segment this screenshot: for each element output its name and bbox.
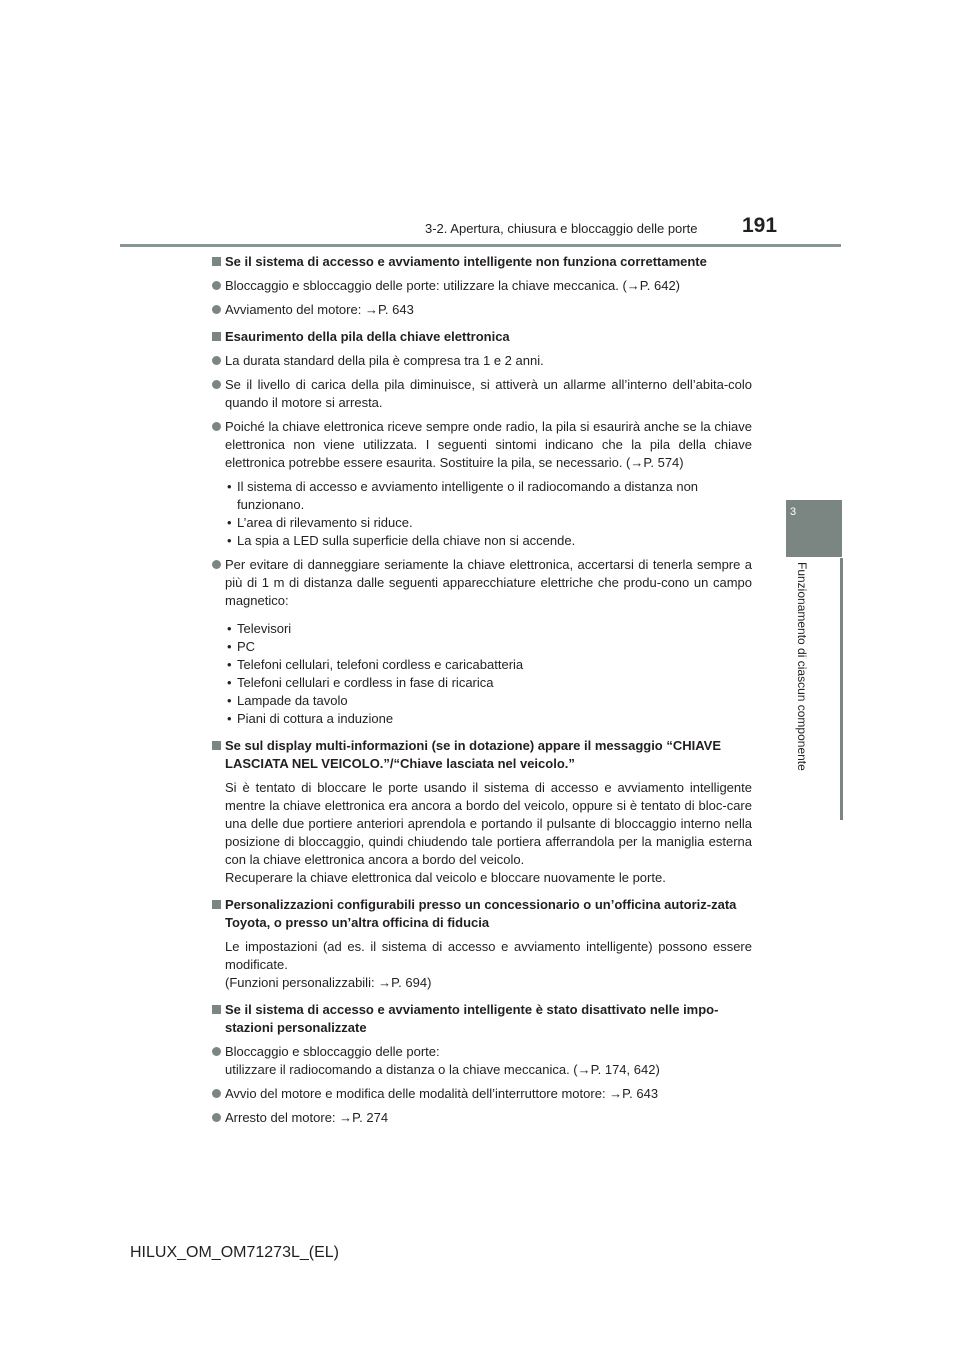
section-heading: Esaurimento della pila della chiave elettronica: [212, 328, 752, 346]
page-number: 191: [742, 214, 778, 237]
bullet-item: Arresto del motore: →P. 274: [212, 1109, 752, 1127]
symptom-list: [212, 478, 752, 550]
section-text: Si è tentato di bloccare le porte usando il sistema di accesso e avviamento intelligente mentre la chiave elettronica era ancora a bordo del veicolo, oppure si è tentato di bloc-care una delle due portiere anteriori aprendola e portando il pulsante di bloccaggio interno nella posizione di bloccaggio, quindi chiudendo tale portiera afferrandola per la maniglia esterna con la chiave elettronica ancora a bordo del veicolo. Recuperare la chiave elettronica dal veicolo e bloccare nuovamente le porte.: [225, 780, 752, 885]
bullet-item: Bloccaggio e sbloccaggio delle porte: utilizzare il radiocomando a distanza o la chiave meccanica. (→P. 174, 642): [212, 1043, 752, 1079]
chapter-label: [782, 562, 822, 802]
bullet-item: La durata standard della pila è compresa tra 1 e 2 anni.: [212, 352, 752, 370]
page-content: [212, 253, 752, 1127]
list-item: • PC: [225, 638, 752, 656]
header-section-title: 3-2. Apertura, chiusura e bloccaggio delle porte: [425, 221, 698, 236]
list-item: • Il sistema di accesso e avviamento intelligente o il radiocomando a distanza non funzionano.: [225, 478, 752, 514]
bullet-item: Avvio del motore e modifica delle modalità dell’interruttore motore: →P. 643: [212, 1085, 752, 1103]
list-item: • Televisori: [225, 620, 752, 638]
section-heading: Se sul display multi-informazioni (se in dotazione) appare il messaggio “CHIAVE LASCIATA NEL VEICOLO.”/“Chiave lasciata nel veicolo.”: [212, 737, 752, 773]
chapter-label-text: Funzionamento di ciascun componente: [795, 562, 809, 771]
section-heading: Se il sistema di accesso e avviamento intelligente è stato disattivato nelle impo-stazioni personalizzate: [212, 1001, 752, 1037]
list-item: • Piani di cottura a induzione: [225, 710, 752, 728]
device-list: [212, 620, 752, 728]
list-item: • La spia a LED sulla superficie della chiave non si accende.: [225, 532, 752, 550]
bullet-item: Avviamento del motore: →P. 643: [212, 301, 752, 319]
bullet-item: Poiché la chiave elettronica riceve sempre onde radio, la pila si esaurirà anche se la chiave elettronica non viene utilizzata. I seguenti sintomi indicano che la pila della chiave elettronica potrebbe essere esaurita. Sostituire la pila, se necessario. (→P. 574): [212, 418, 752, 472]
header-divider: [120, 244, 841, 247]
section-heading: Se il sistema di accesso e avviamento intelligente non funziona correttamente: [212, 253, 752, 271]
bullet-item: Se il livello di carica della pila diminuisce, si attiverà un allarme all’interno dell’abita-colo quando il motore si arresta.: [212, 376, 752, 412]
chapter-tab: [786, 500, 842, 557]
list-item: • Lampade da tavolo: [225, 692, 752, 710]
chapter-number: 3: [790, 506, 797, 518]
list-item: • Telefoni cellulari, telefoni cordless e caricabatteria: [225, 656, 752, 674]
footer-model-code: HILUX_OM_OM71273L_(EL): [130, 1244, 339, 1261]
list-item: • L’area di rilevamento si riduce.: [225, 514, 752, 532]
bullet-item: Per evitare di danneggiare seriamente la chiave elettronica, accertarsi di tenerla sempre a più di 1 m di distanza dalle seguenti apparecchiature elettriche che produ-cono un campo magnetico:: [212, 556, 752, 610]
section-heading: Personalizzazioni configurabili presso un concessionario o un’officina autoriz-zata Toyota, o presso un’altra officina di fiducia: [212, 896, 752, 932]
bullet-item: Bloccaggio e sbloccaggio delle porte: utilizzare la chiave meccanica. (→P. 642): [212, 277, 752, 295]
list-item: • Telefoni cellulari e cordless in fase di ricarica: [225, 674, 752, 692]
chapter-tab-bar: [840, 558, 843, 820]
section-text: Le impostazioni (ad es. il sistema di accesso e avviamento intelligente) possono essere modificate. (Funzioni personalizzabili: →P. 694): [225, 939, 752, 990]
